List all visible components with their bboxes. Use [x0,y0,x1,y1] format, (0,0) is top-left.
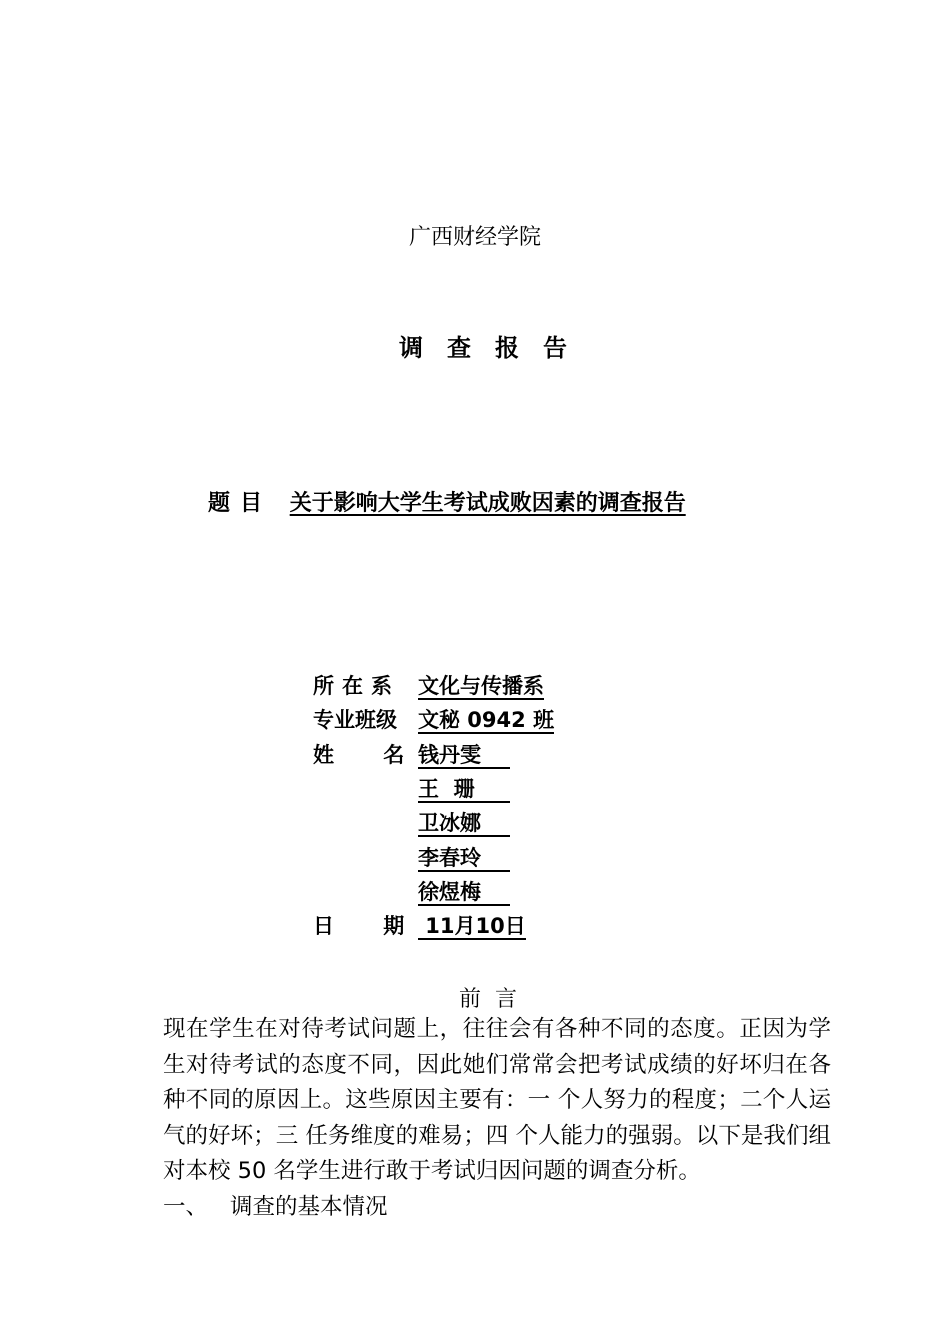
department-value: 文化与传播系 [418,674,544,698]
class-value: 文秘 0942 班 [418,708,555,732]
section-heading [163,1189,388,1221]
school-name: 广西财经学院 [408,225,541,250]
name-row [313,877,510,907]
name-row [313,774,510,804]
department-label: 所在系 [313,674,400,698]
topic-label: 题目 [208,491,273,516]
name-value-2: 王 珊 [418,777,510,803]
preface-body: 现在学生在对待考试问题上，往往会有各种不同的态度。正因为学生对待考试的态度不同，因此她们常常会把考试成绩的好坏归在各种不同的原因上。这些原因主要有：一 个人努力的程度；二个人运气的好坏；三 任务维度的难易；四 个人能力的强弱。以下是我们组对本校 50 名学生进行敢于考试归因问题的调查分析。 [163,1016,831,1184]
name-label: 姓 名 [313,743,405,767]
topic-value: 关于影响大学生考试成败因素的调查报告 [289,491,686,516]
name-value-4: 李春玲 [418,846,510,872]
name-value-5: 徐煜梅 [418,880,510,906]
department-row [313,671,544,701]
name-row [313,843,510,873]
preface-title: 前言 [458,987,531,1012]
name-row [313,808,510,838]
name-value-3: 卫冰娜 [418,811,510,837]
date-row [313,911,526,941]
section-number: 一、 [163,1194,209,1220]
date-value: 11月10日 [418,914,526,938]
report-type-title: 调查报告 [399,334,591,362]
name-value-1: 钱丹雯 [418,743,510,769]
class-row [313,705,554,735]
section-title: 调查的基本情况 [230,1194,388,1220]
name-row [313,740,510,770]
topic-line [208,486,686,517]
class-label: 专业班级 [313,708,397,732]
date-label: 日 期 [313,914,405,938]
